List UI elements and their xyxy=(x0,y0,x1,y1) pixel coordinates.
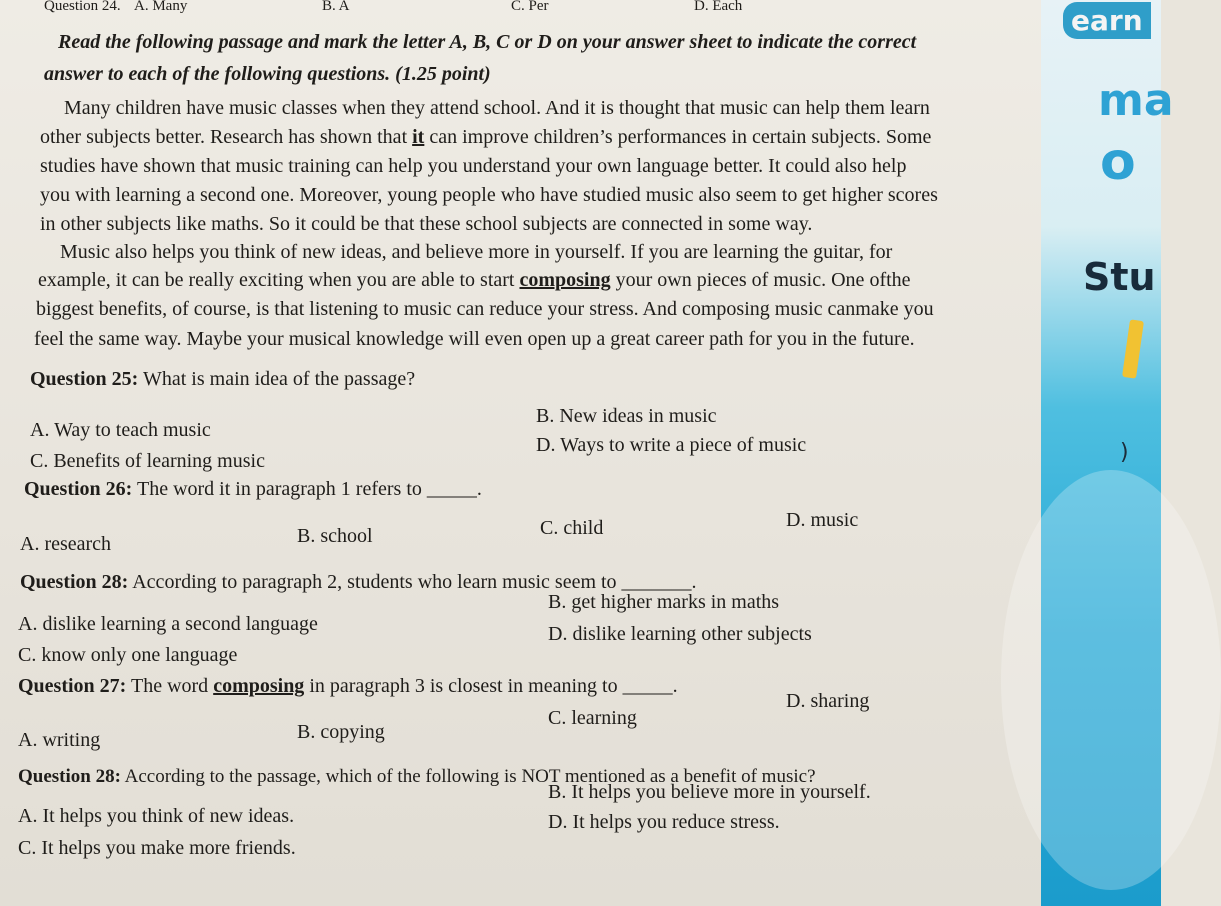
question-label: Question 28: xyxy=(20,571,129,593)
q25-option-a: A. Way to teach music xyxy=(30,419,211,441)
question-text: According to the passage, which of the following is NOT mentioned as a benefit of music? xyxy=(120,766,816,787)
passage-p2-line-3: biggest benefits, of course, is that listening to music can reduce your stress. And composing music canmake you xyxy=(36,298,934,320)
cover-word-stu: Stu xyxy=(1083,255,1156,299)
q28a-option-c: C. know only one language xyxy=(18,644,238,666)
q27-option-d: D. sharing xyxy=(786,690,870,712)
passage-p1-line-4: you with learning a second one. Moreover, young people who have studied music also seem to get higher scores xyxy=(40,184,938,206)
passage-p1-line-5: in other subjects like maths. So it could be that these school subjects are connected in some way. xyxy=(40,213,813,235)
q28b-option-a: A. It helps you think of new ideas. xyxy=(18,805,295,827)
q24-option-c: C. Per xyxy=(511,0,549,14)
q25-option-d: D. Ways to write a piece of music xyxy=(536,434,807,456)
question-26 xyxy=(24,477,482,501)
question-text: What is main idea of the passage? xyxy=(138,368,416,390)
passage-p1-line-3: studies have shown that music training can help you understand your own language better. It could also help xyxy=(40,155,907,177)
passage-p2-line-1: Music also helps you think of new ideas, and believe more in yourself. If you are learning the guitar, for xyxy=(60,241,893,263)
passage-text: example, it can be really exciting when you are able to start xyxy=(38,269,520,291)
referent-word-it: it xyxy=(412,126,425,148)
passage-text: your own pieces of music. One ofthe xyxy=(610,269,911,291)
q27-option-b: B. copying xyxy=(297,721,385,743)
cover-wave-shape xyxy=(1001,470,1221,890)
q28b-option-b: B. It helps you believe more in yourself. xyxy=(548,781,871,803)
q28b-option-c: C. It helps you make more friends. xyxy=(18,837,296,859)
passage-p2-line-2 xyxy=(38,268,911,292)
q28a-option-a: A. dislike learning a second language xyxy=(18,613,318,635)
cover-paren: ) xyxy=(1120,440,1129,465)
question-text: The word it in paragraph 1 refers to _____. xyxy=(132,478,482,500)
q24-option-b: B. A xyxy=(322,0,350,14)
q28a-option-b: B. get higher marks in maths xyxy=(548,591,780,613)
cover-word-learn: earn xyxy=(1063,2,1151,39)
q24-option-a: A. Many xyxy=(134,0,188,14)
q26-option-c: C. child xyxy=(540,517,604,539)
highlighted-word-composing: composing xyxy=(213,675,305,697)
question-text: in paragraph 3 is closest in meaning to _____. xyxy=(304,675,678,697)
question-label: Question 25: xyxy=(30,368,139,390)
passage-text: can improve children’s performances in certain subjects. Some xyxy=(424,126,932,148)
q27-option-a: A. writing xyxy=(18,729,101,751)
q26-option-a: A. research xyxy=(20,533,112,555)
q28b-option-d: D. It helps you reduce stress. xyxy=(548,811,780,833)
q25-option-c: C. Benefits of learning music xyxy=(30,450,265,472)
question-25 xyxy=(30,367,415,391)
passage-p1-line-1: Many children have music classes when they attend school. And it is thought that music can help them learn xyxy=(64,97,930,119)
question-label: Question 28: xyxy=(18,766,121,787)
question-text: The word xyxy=(126,675,214,697)
q24-option-d: D. Each xyxy=(694,0,743,14)
question-27 xyxy=(18,674,678,698)
q26-option-d: D. music xyxy=(786,509,859,531)
cover-word-ma: ma xyxy=(1098,75,1174,126)
question-label: Question 27: xyxy=(18,675,127,697)
question-text: According to paragraph 2, students who learn music seem to _______. xyxy=(128,571,697,593)
passage-p2-line-4: feel the same way. Maybe your musical knowledge will even open up a great career path for you in the future. xyxy=(34,328,915,350)
passage-p1-line-2 xyxy=(40,125,931,149)
highlighted-word-composing: composing xyxy=(519,269,611,291)
instruction-line-2: answer to each of the following questions. (1.25 point) xyxy=(44,63,491,85)
q24-label: Question 24. xyxy=(44,0,121,14)
question-label: Question 26: xyxy=(24,478,133,500)
q26-option-b: B. school xyxy=(297,525,373,547)
q25-option-b: B. New ideas in music xyxy=(536,405,717,427)
instruction-line-1: Read the following passage and mark the letter A, B, C or D on your answer sheet to indicate the correct xyxy=(58,31,917,53)
passage-text: other subjects better. Research has shown that xyxy=(40,126,413,148)
q27-option-c: C. learning xyxy=(548,707,637,729)
cover-word-o: o xyxy=(1100,132,1136,192)
q28a-option-d: D. dislike learning other subjects xyxy=(548,623,812,645)
